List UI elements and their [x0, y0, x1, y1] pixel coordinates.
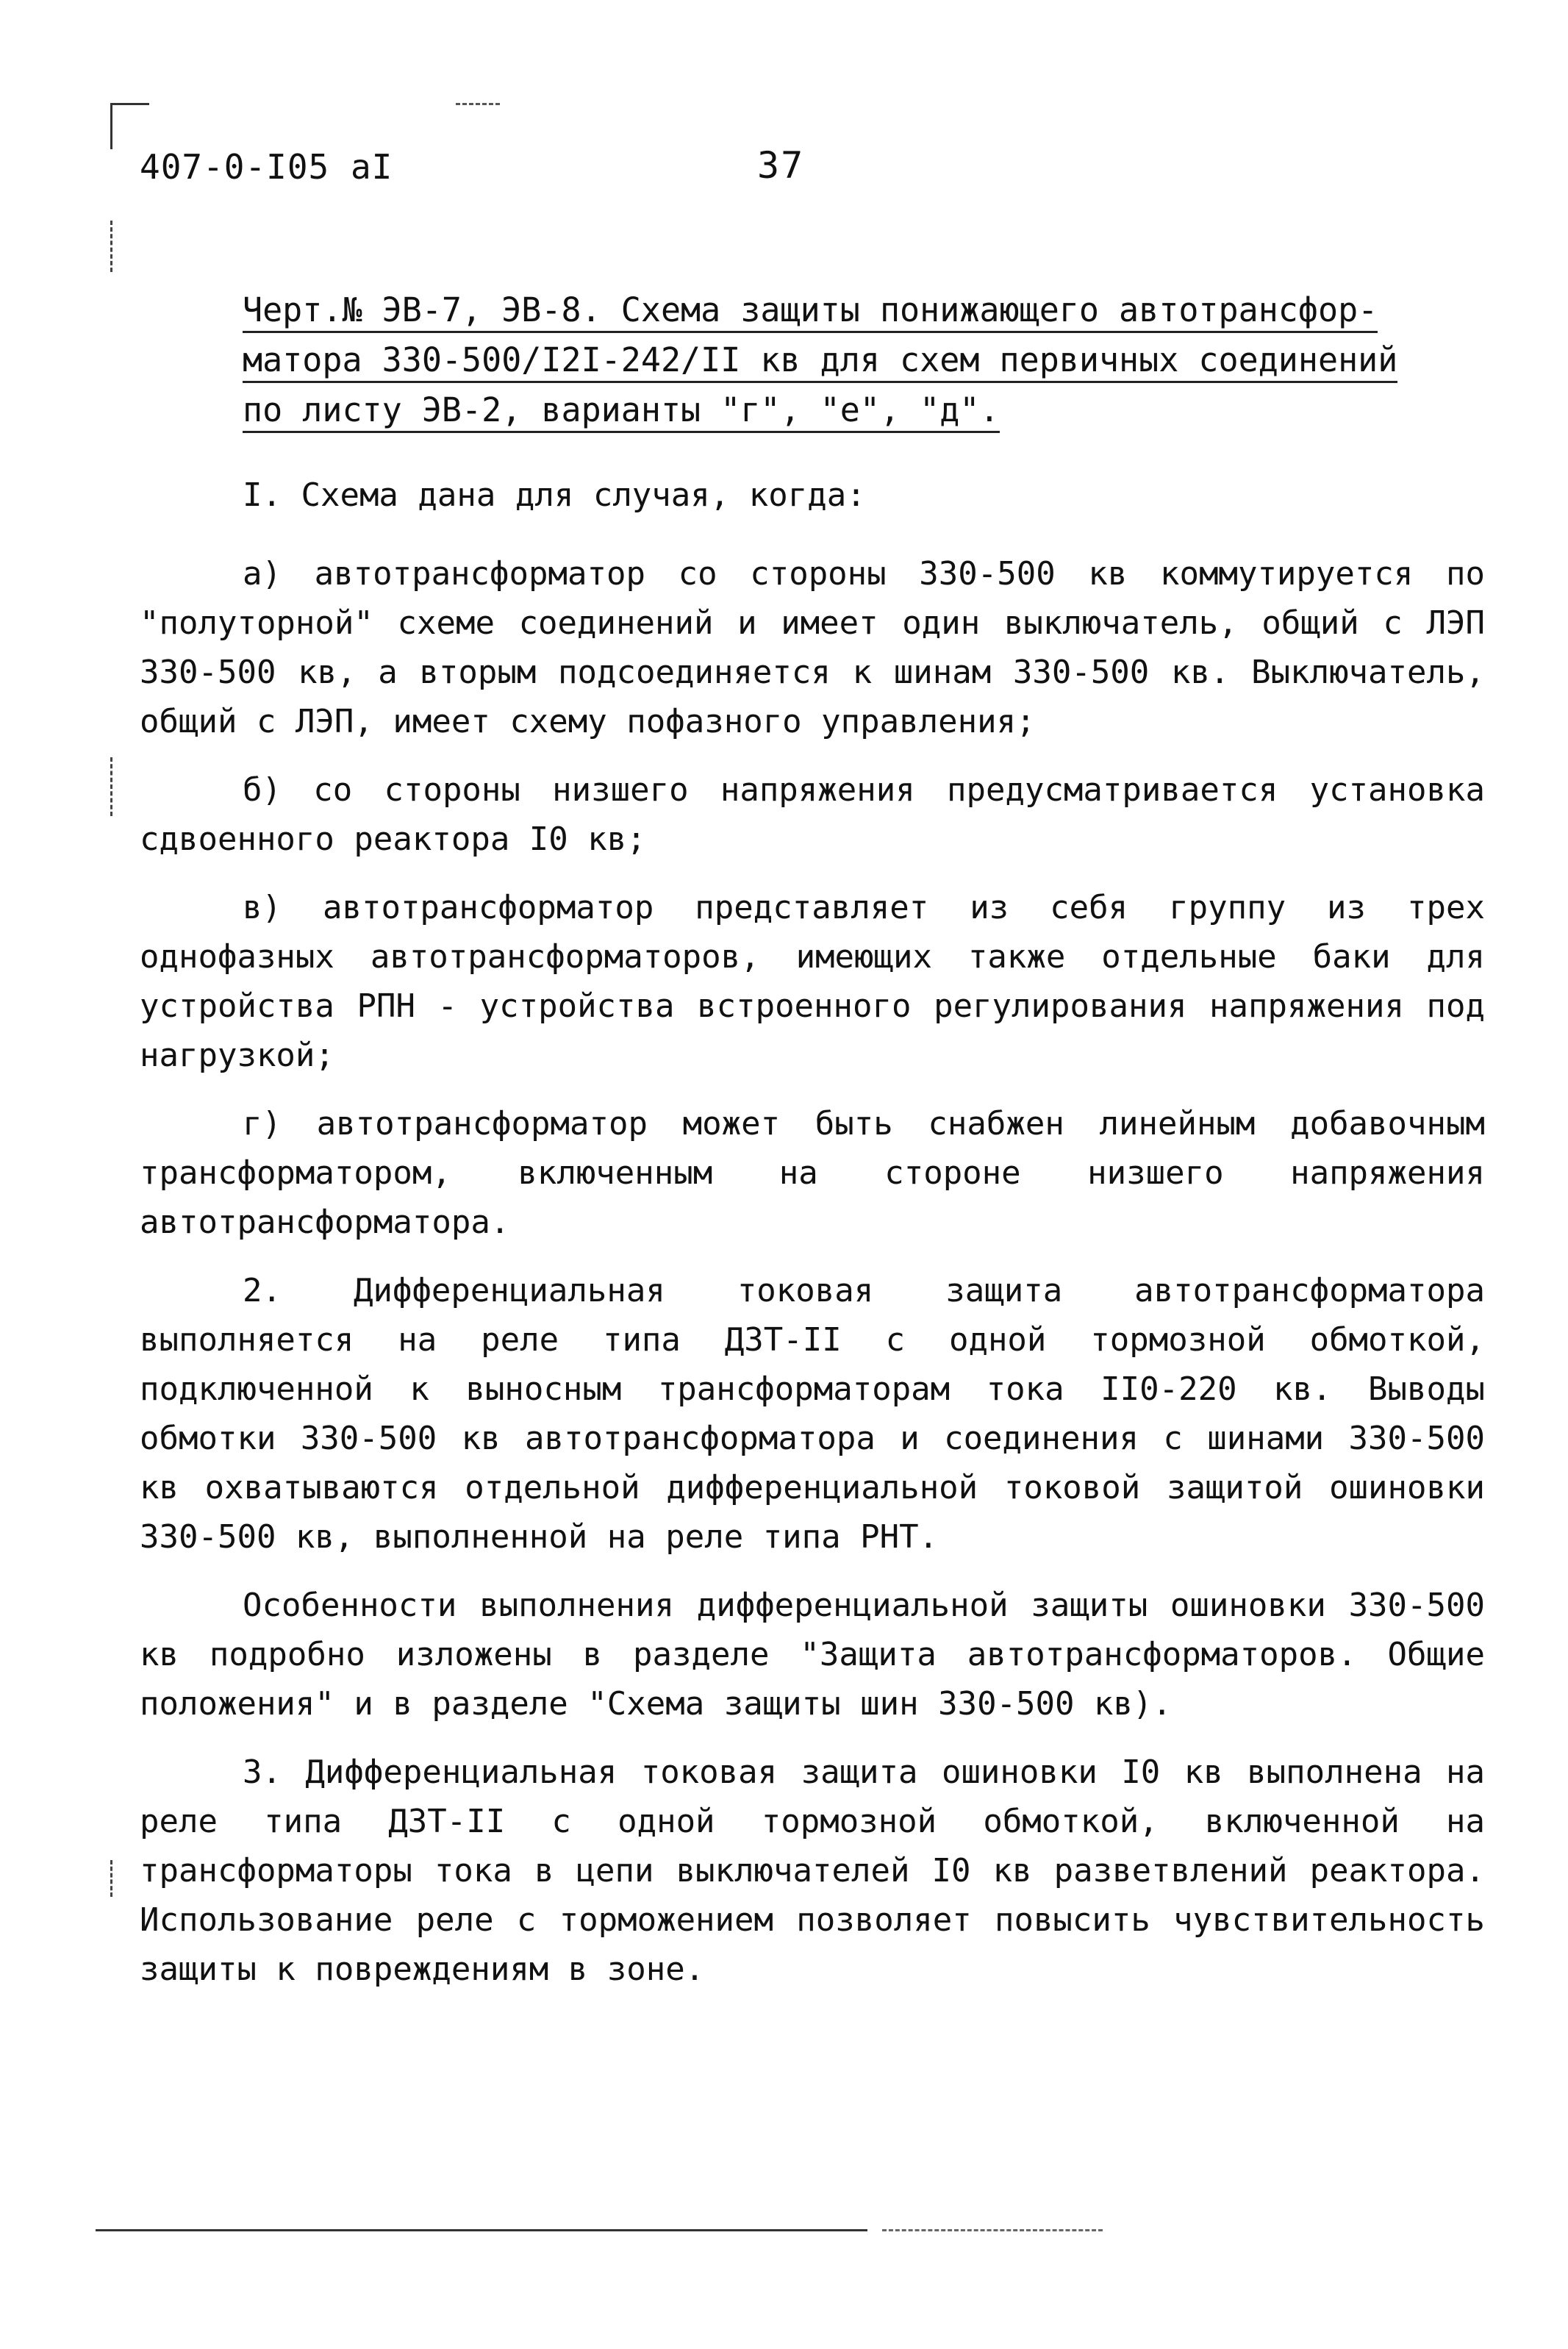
margin-mark	[110, 1860, 112, 1897]
paragraph-intro: I. Схема дана для случая, когда:	[243, 476, 866, 514]
paragraph-section-2: 2. Дифференциальная токовая защита автотрансформатора выполняется на реле типа ДЗТ-II с одной тормозной обмоткой, подключенной к выносным трансформаторам тока II0-220 кв. Выводы обмотки 330-500 кв автотрансформатора и соединения с шинами 330-500 кв охватываются отдельной дифференциальной токовой защитой ошиновки 330-500 кв, выполненной на реле типа РНТ.	[140, 1272, 1485, 1556]
top-dash-mark	[456, 103, 500, 105]
page-number: 37	[757, 144, 805, 187]
margin-mark	[110, 757, 112, 816]
heading-line: матора 330-500/I2I-242/II кв для схем первичных соединений	[243, 335, 1492, 385]
paragraph-section-3: 3. Дифференциальная токовая защита ошиновки I0 кв выполнена на реле типа ДЗТ-II с одной тормозной обмоткой, включенной на трансформаторы тока в цепи выключателей I0 кв разветвлений реактора. Использование реле с торможением позволяет повысить чувствительность защиты к повреждениям в зоне.	[140, 1753, 1485, 1988]
heading-line: по листу ЭВ-2, варианты "г", "е", "д".	[243, 385, 1492, 435]
heading-line: Черт.№ ЭВ-7, ЭВ-8. Схема защиты понижающего автотрансфор-	[243, 285, 1492, 335]
section-heading	[243, 285, 1492, 435]
corner-mark	[110, 103, 149, 149]
bottom-dashes	[882, 2229, 1103, 2231]
paragraph-item-v: в) автотрансформатор представляет из себя группу из трех однофазных автотрансформаторов, имеющих также отдельные баки для устройства РПН - устройства встроенного регулирования напряжения под нагрузкой;	[140, 889, 1485, 1074]
paragraph-item-b: б) со стороны низшего напряжения предусматривается установка сдвоенного реактора I0 кв;	[140, 771, 1485, 858]
paragraph-item-g: г) автотрансформатор может быть снабжен линейным добавочным трансформатором, включенным на стороне низшего напряжения автотрансформатора.	[140, 1105, 1485, 1241]
document-code: 407-0-I05 аI	[140, 147, 393, 187]
margin-mark	[110, 221, 112, 272]
paragraph-features: Особенности выполнения дифференциальной защиты ошиновки 330-500 кв подробно изложены в разделе "Защита автотрансформаторов. Общие положения" и в разделе "Схема защиты шин 330-500 кв).	[140, 1587, 1485, 1723]
body-text	[140, 471, 1485, 2013]
paragraph-item-a: а) автотрансформатор со стороны 330-500 кв коммутируется по "полуторной" схеме соединений и имеет один выключатель, общий с ЛЭП 330-500 кв, а вторым подсоединяется к шинам 330-500 кв. Выключатель, общий с ЛЭП, имеет схему пофазного управления;	[140, 555, 1485, 740]
bottom-rule	[96, 2229, 867, 2231]
